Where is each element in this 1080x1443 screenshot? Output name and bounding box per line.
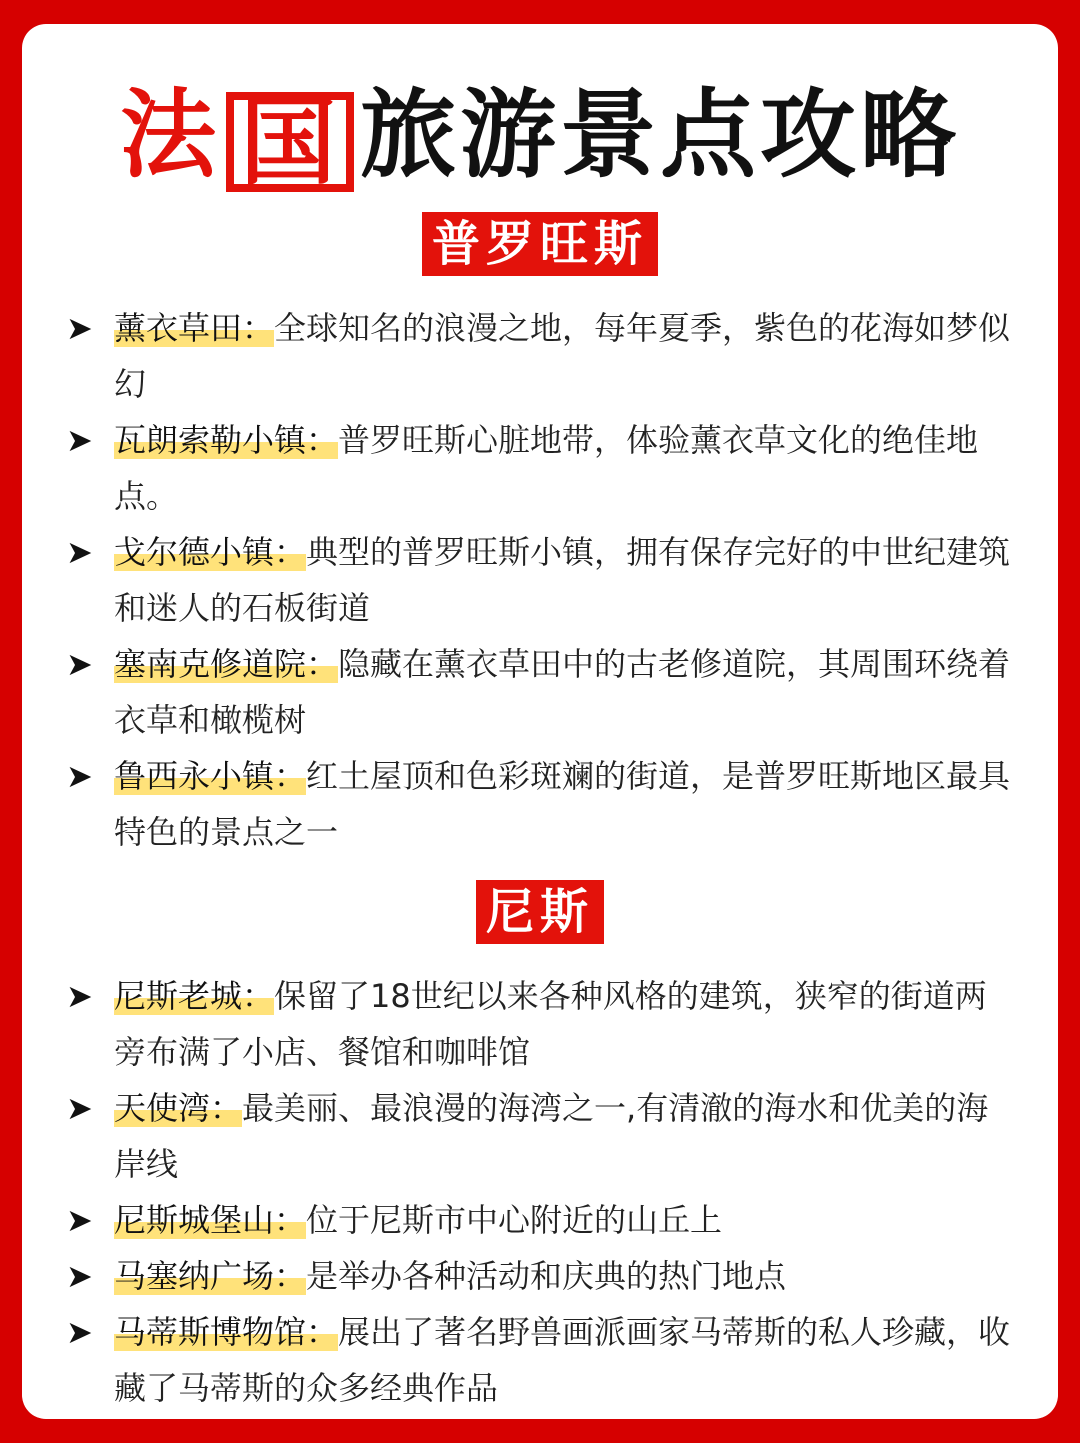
section-heading-nice bbox=[22, 880, 1058, 944]
list-item bbox=[64, 968, 1018, 1080]
arrow-bullet-icon: ➤ bbox=[66, 309, 93, 347]
list-item bbox=[64, 636, 1018, 748]
item-text: 展出了著名野兽画派画家马蒂斯的私人珍藏，收藏了马蒂斯的众多经典作品 bbox=[114, 1313, 1011, 1407]
list-item bbox=[64, 524, 1018, 636]
item-label: 马塞纳广场： bbox=[114, 1257, 307, 1295]
content-card bbox=[22, 24, 1058, 1419]
item-label: 天使湾： bbox=[114, 1089, 243, 1127]
arrow-bullet-icon: ➤ bbox=[66, 1313, 93, 1351]
item-text: 隐藏在薰衣草田中的古老修道院，其周围环绕着衣草和橄榄树 bbox=[114, 645, 1011, 739]
arrow-bullet-icon: ➤ bbox=[66, 533, 93, 571]
item-label: 马蒂斯博物馆： bbox=[114, 1313, 339, 1351]
list-item bbox=[64, 300, 1018, 412]
item-text: 典型的普罗旺斯小镇，拥有保存完好的中世纪建筑和迷人的石板街道 bbox=[114, 533, 1011, 627]
item-text: 普罗旺斯心脏地带，体验薰衣草文化的绝佳地点。 bbox=[114, 421, 979, 515]
item-text: 最美丽、最浪漫的海湾之一,有清澈的海水和优美的海岸线 bbox=[114, 1089, 989, 1183]
item-label: 瓦朗索勒小镇： bbox=[114, 421, 339, 459]
arrow-bullet-icon: ➤ bbox=[66, 977, 93, 1015]
section-heading-label: 普罗旺斯 bbox=[422, 212, 658, 276]
item-label: 尼斯老城： bbox=[114, 977, 275, 1015]
title-part-2-boxed: 国 bbox=[226, 92, 354, 192]
item-text: 保留了18世纪以来各种风格的建筑，狭窄的街道两旁布满了小店、餐馆和咖啡馆 bbox=[114, 977, 987, 1071]
arrow-bullet-icon: ➤ bbox=[66, 757, 93, 795]
page-title bbox=[22, 79, 1058, 198]
section-heading-provence bbox=[22, 212, 1058, 276]
title-part-3: 旅游景点攻略 bbox=[360, 79, 960, 191]
list-provence bbox=[64, 300, 1018, 860]
item-text: 是举办各种活动和庆典的热门地点 bbox=[306, 1257, 787, 1295]
arrow-bullet-icon: ➤ bbox=[66, 1201, 93, 1239]
list-item bbox=[64, 1080, 1018, 1192]
item-text: 全球知名的浪漫之地，每年夏季，紫色的花海如梦似幻 bbox=[114, 309, 1011, 403]
item-label: 尼斯城堡山： bbox=[114, 1201, 307, 1239]
arrow-bullet-icon: ➤ bbox=[66, 421, 93, 459]
section-heading-label: 尼斯 bbox=[476, 880, 604, 944]
arrow-bullet-icon: ➤ bbox=[66, 1089, 93, 1127]
list-item bbox=[64, 1304, 1018, 1416]
arrow-bullet-icon: ➤ bbox=[66, 645, 93, 683]
list-item bbox=[64, 1192, 1018, 1248]
list-item bbox=[64, 1248, 1018, 1304]
item-label: 塞南克修道院： bbox=[114, 645, 339, 683]
item-text: 位于尼斯市中心附近的山丘上 bbox=[306, 1201, 723, 1239]
list-item bbox=[64, 412, 1018, 524]
title-part-1: 法 bbox=[120, 79, 220, 191]
list-item bbox=[64, 748, 1018, 860]
item-label: 鲁西永小镇： bbox=[114, 757, 307, 795]
item-label: 戈尔德小镇： bbox=[114, 533, 307, 571]
arrow-bullet-icon: ➤ bbox=[66, 1257, 93, 1295]
list-nice bbox=[64, 968, 1018, 1416]
item-label: 薰衣草田： bbox=[114, 309, 275, 347]
item-text: 红土屋顶和色彩斑斓的街道，是普罗旺斯地区最具特色的景点之一 bbox=[114, 757, 1011, 851]
